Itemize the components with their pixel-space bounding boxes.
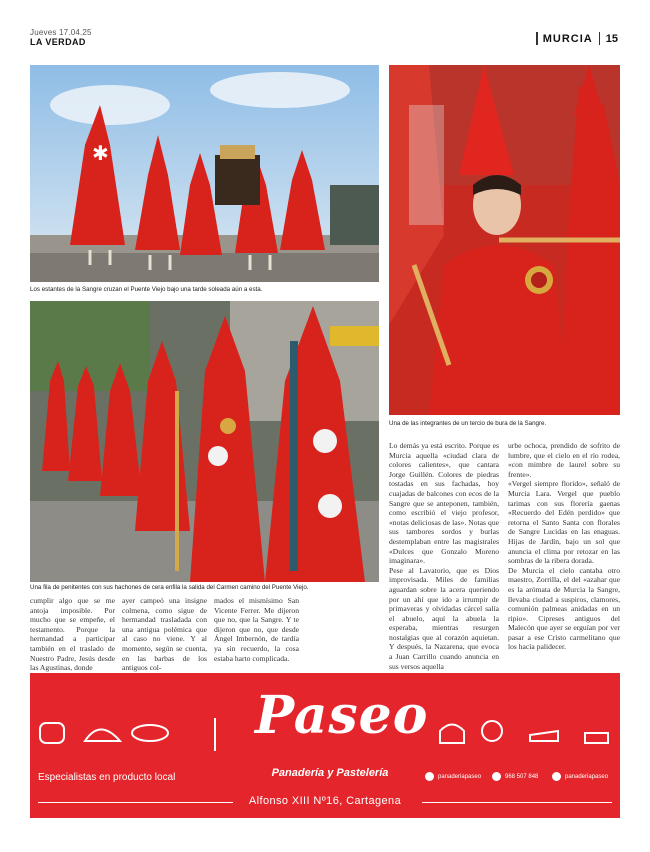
bread-loaf-icon <box>40 723 64 743</box>
ad-social-handle: panaderiapaseo <box>438 773 482 780</box>
caption-photo-woman: Una de las integrantes de un tercio de bura de la Sangre. <box>389 420 547 427</box>
article-column-5 <box>508 441 620 666</box>
ad-tagline: Panadería y Pastelería <box>271 767 389 779</box>
article-paragraph: «Vergel siempre florido», señaló de Murcia Lara. Vergel que pueblo tarimas con sus florería gaenas «Recuerdo del Edén perdido» que retorna el Santo Santa con florales de Sangre Lucidas en las enaguas. Hijas de Jardín, bajo un sol que anuncia el clima por retozar en las sombras de la ribera dorada. <box>508 479 620 566</box>
page-divider <box>599 32 600 45</box>
photo-woman-penitent <box>389 65 620 415</box>
cupcake-icon <box>585 733 608 743</box>
article-column-2 <box>122 596 207 673</box>
caption-photo-bridge: Los estantes de la Sangre cruzan el Puente Viejo bajo una tarde soleada aún a esta. <box>30 286 263 293</box>
article-column-1 <box>30 596 115 673</box>
issue-date: Jueves 17.04.25 <box>30 28 92 37</box>
article-paragraph: Lo demás ya está escrito. Porque es Murcia aquella «ciudad clara de colores calientes», que cantara Jorge Guillén. Colores de piedras tostadas en sus fachadas, hoy cuajadas de balcones con ecos de la Sangre que se anteponen, también, como escribió el viejo profesor, «notas deliciosas de las». Notas que sus tambores sordos y burlas destemplaban entre las magistrales «Dulces que Gonzalo Moreno imaginara». <box>389 441 499 566</box>
article-paragraph: mados el mismísimo San Vicente Ferrer. Me dijeron que no, que la Sangre. Y te dijeron que no, que desde Ángel Imbernón, de tardía ya sin recuerdo, la cosa estaba harto complicada. <box>214 596 299 663</box>
ad-slogan: Especialistas en producto local <box>38 772 176 783</box>
article-paragraph: De Murcia el cielo cantaba otro maestro, Zorrilla, el del «azahar que es la arómata de Murcia la Sangre, llevaba ciudad a suspiros, clamores, comunión palmeas anidadas en un ripio». Cipreses antiguos del Malecón que ayer se erguían por ver pasar a ese Cristo carmelitano que los hacía palidecer. <box>508 565 620 652</box>
croissant-icon <box>85 730 120 742</box>
baguette-icon <box>132 725 168 741</box>
article-paragraph: ayer campeó una insigne colmena, como sigue de hermandad trasladada con una antigua polémica que al caso no viene. Y al momento, según se cuenta, en las barbas de los antiguos col- <box>122 596 207 673</box>
ad-phone[interactable] <box>492 772 538 781</box>
ad-brand-logo: Paseo <box>255 685 429 746</box>
cake-icon <box>440 725 464 744</box>
page-header-right <box>536 32 618 45</box>
photo-penitents-row <box>30 301 379 582</box>
page-number: 15 <box>605 32 618 45</box>
ad-address: Alfonso XIII Nº16, Cartagena <box>248 795 402 807</box>
social-icon <box>552 772 561 781</box>
pie-slice-icon <box>530 731 558 741</box>
bakery-advertisement[interactable] <box>30 673 620 818</box>
section-divider <box>536 32 538 45</box>
phone-icon <box>492 772 501 781</box>
caption-photo-penitents: Una fila de penitentes con sus hachones de cera enfila la salida del Carmen camino del Puente Viejo. <box>30 584 309 591</box>
ad-social-2[interactable] <box>552 772 608 781</box>
ad-social-handle: panaderiapaseo <box>565 773 609 780</box>
ad-social-1[interactable] <box>425 772 481 781</box>
muffin-icon <box>482 721 502 741</box>
article-paragraph: cumplir algo que se me antoja imposible. Por mucho que se empeñe, el testamento. Porque la hermandad a participar también en el traslado de Nuestro Padre, Jesús desde las Agustinas, donde <box>30 596 115 673</box>
photo-bridge-procession <box>30 65 379 282</box>
newspaper-name: LA VERDAD <box>30 37 86 47</box>
ad-phone-number: 968 507 848 <box>505 773 539 780</box>
section-name: MURCIA <box>542 32 593 45</box>
social-icon <box>425 772 434 781</box>
svg-text:✱: ✱ <box>92 141 109 165</box>
article-paragraph: Pese al Lavatorio, que es Dios improvisada. Miles de familias aguardan sobre la acera queriendo por un ahí que ido a irrumpir de primaveras y olvidadas cárcel salía el abuelo, aquí la abuela la esperaba, mientras resurgen nostalgias que al corazón aquietan. Y después, la Nazarena, que evoca a Juan Carrillo cuando anuncia en sus versos aquella <box>389 565 499 671</box>
article-column-4 <box>389 441 499 671</box>
article-paragraph: urbe ochoca, prendido de sofrito de lumbre, que el cielo en el río rodea, «con mimbre de laurel sobre su frente». <box>508 441 620 479</box>
page-header-left <box>30 28 92 47</box>
article-column-3 <box>214 596 299 663</box>
